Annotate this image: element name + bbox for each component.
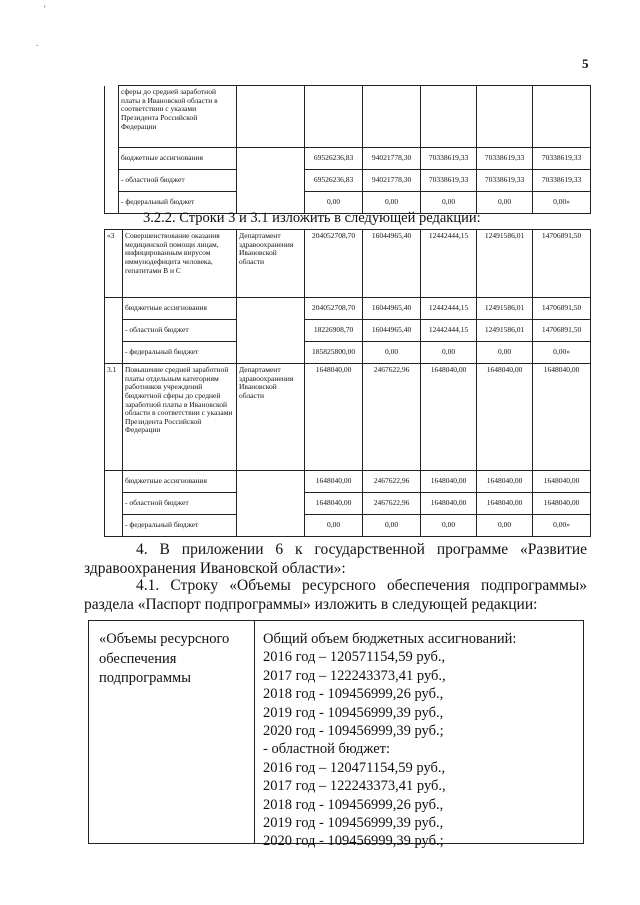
row-name: - федеральный бюджет bbox=[119, 192, 237, 214]
table-row: - федеральный бюджет 0,00 0,00 0,00 0,00 0,00» bbox=[105, 515, 591, 537]
table-row: бюджетные ассигнования 69526236,83 94021778,30 70338619,33 70338619,33 70338619,33 bbox=[105, 148, 591, 170]
resource-table bbox=[88, 620, 584, 850]
margin-mark: ' bbox=[44, 4, 46, 14]
continuation-table bbox=[104, 85, 591, 214]
table-row: - федеральный бюджет 0,00 0,00 0,00 0,00 0,00» bbox=[105, 192, 591, 214]
table-row: - федеральный бюджет 185825800,00 0,00 0,00 0,00 0,00» bbox=[105, 342, 591, 364]
resource-label-cell: «Объемы ресурсного обеспечения подпрограммы bbox=[89, 621, 255, 843]
table-row bbox=[105, 86, 591, 148]
paragraph-4-1: 4.1. Строку «Объемы ресурсного обеспечения подпрограммы» раздела «Паспорт подпрограммы» изложить в следующей редакции: bbox=[84, 577, 587, 613]
program-table bbox=[104, 229, 591, 537]
row-number: «3 bbox=[105, 230, 123, 298]
row-department: Департамент здравоохранения Ивановской области bbox=[237, 230, 305, 298]
table-row: бюджетные ассигнования 204052708,70 16044965,40 12442444,15 12491586,01 14706891,50 bbox=[105, 298, 591, 320]
row-department: Департамент здравоохранения Ивановской области bbox=[237, 364, 305, 471]
table-row: бюджетные ассигнования 1648040,00 2467622,96 1648040,00 1648040,00 1648040,00 bbox=[105, 471, 591, 493]
table-row: - областной бюджет 18226908,70 16044965,40 12442444,15 12491586,01 14706891,50 bbox=[105, 320, 591, 342]
row-name: Повышение средней заработной платы отдельным категориям работников учреждений бюджетной сферы до средней заработной платы в Ивановской области в соответствии с указами Президента Российской Федерации bbox=[123, 364, 237, 471]
row-number: 3.1 bbox=[105, 364, 123, 471]
table-row: «3 Совершенствование оказания медицинской помощи лицам, инфицированным вирусом иммунодефицита человека, гепатитами В и С Департамент здравоохранения Ивановской области 204052708,70 16044965,40 12442444,15 12491586,01 14706891,50 bbox=[105, 230, 591, 298]
resource-values-cell: Общий объем бюджетных ассигнований: 2016 год – 120571154,59 руб., 2017 год – 122243373,41 руб., 2018 год - 109456999,26 руб., 2019 год - 109456999,39 руб., 2020 год - 109456999,39 руб.; - областной бюджет: 2016 год – 120471154,59 руб., 2017 год – 122243373,41 руб., 2018 год - 109456999,26 руб., 2019 год - 109456999,39 руб., 2020 год - 109456999,39 руб.; bbox=[263, 631, 517, 850]
paragraph-4: 4. В приложении 6 к государственной программе «Развитие здравоохранения Ивановской области»: bbox=[84, 541, 587, 577]
row-name: Совершенствование оказания медицинской помощи лицам, инфицированным вирусом иммунодефицита человека, гепатитами В и С bbox=[123, 230, 237, 298]
page-number: 5 bbox=[582, 56, 589, 71]
row-name: бюджетные ассигнования bbox=[119, 148, 237, 170]
table-row: 3.1 Повышение средней заработной платы отдельным категориям работников учреждений бюджетной сферы до средней заработной платы в Ивановской области в соответствии с указами Президента Российской Федерации Департамент здравоохранения Ивановской области 1648040,00 2467622,96 1648040,00 1648040,00 1648040,00 bbox=[105, 364, 591, 471]
table-row: - областной бюджет 69526236,83 94021778,30 70338619,33 70338619,33 70338619,33 bbox=[105, 170, 591, 192]
table-row: - областной бюджет 1648040,00 2467622,96 1648040,00 1648040,00 1648040,00 bbox=[105, 493, 591, 515]
margin-mark: . bbox=[36, 38, 39, 48]
row-name: сферы до средней заработной платы в Ивановской области в соответствии с указами Президента Российской Федерации bbox=[119, 86, 237, 148]
row-name: - областной бюджет bbox=[119, 170, 237, 192]
section-heading: 3.2.2. Строки 3 и 3.1 изложить в следующей редакции: bbox=[143, 210, 481, 226]
